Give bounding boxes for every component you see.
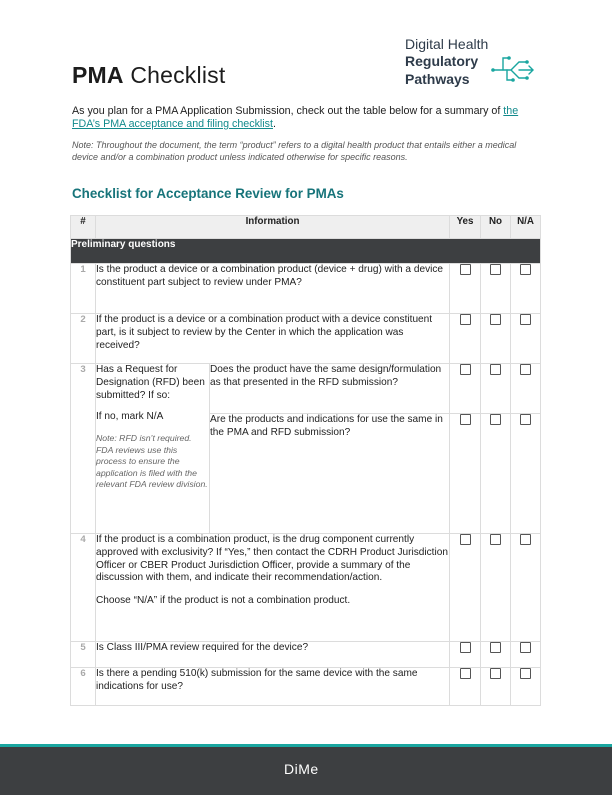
na-checkbox[interactable] [520,314,531,325]
na-cell [511,534,541,642]
yes-checkbox[interactable] [460,534,471,545]
yes-cell [450,642,481,668]
row-number: 5 [71,642,96,668]
na-checkbox[interactable] [520,668,531,679]
yes-checkbox[interactable] [460,264,471,275]
dime-logo [283,760,329,778]
no-checkbox[interactable] [490,364,501,375]
no-cell [481,668,511,706]
brand-logo [405,36,545,92]
no-cell [481,414,511,534]
row-question: If the product is a combination product, is the drug component currently approved with exclusivity? If “Yes,” then contact the CDRH Product Jurisdiction Officer or CBER Product Jurisdiction Officer, provide a summary of the discussion with them, and indicate their recommendation/action. [96,534,448,584]
na-checkbox[interactable] [520,264,531,275]
header-yes: Yes [450,216,481,239]
section-label: Preliminary questions [71,239,541,264]
footer-bar [0,744,612,795]
no-cell [481,264,511,314]
section-heading: Checklist for Acceptance Review for PMAs [72,186,344,201]
yes-cell [450,534,481,642]
row-number: 1 [71,264,96,314]
sub-question-b: Are the products and indications for use the same in the PMA and RFD submission? [210,414,450,534]
section-row [71,239,541,264]
na-checkbox[interactable] [520,642,531,653]
yes-cell [450,668,481,706]
row-question-cell [96,534,450,642]
no-checkbox[interactable] [490,642,501,653]
yes-checkbox[interactable] [460,642,471,653]
brand-line-3: Pathways [405,71,470,87]
rfd-question: Has a Request for Designation (RFD) been submitted? If so: [96,364,205,401]
na-cell [511,642,541,668]
table-row [71,534,541,642]
yes-cell [450,264,481,314]
page-title [72,62,225,89]
intro-paragraph [72,105,542,131]
na-cell [511,364,541,414]
table-row [71,668,541,706]
no-checkbox[interactable] [490,668,501,679]
yes-checkbox[interactable] [460,314,471,325]
intro-text: As you plan for a PMA Application Submission, check out the table below for a summary of [72,105,504,117]
na-cell [511,414,541,534]
na-checkbox[interactable] [520,534,531,545]
fda-checklist-link[interactable]: the FDA’s PMA acceptance and filing checklist [72,105,519,130]
checklist-table [70,215,541,706]
no-cell [481,364,511,414]
table-row [71,364,541,414]
header-na: N/A [511,216,541,239]
no-checkbox[interactable] [490,414,501,425]
no-checkbox[interactable] [490,264,501,275]
circuit-arrow-icon [489,50,537,86]
title-bold: PMA [72,62,124,88]
row-question: Is there a pending 510(k) submission for the same device with the same indications for use? [96,668,450,706]
sub-question-a: Does the product have the same design/formulation as that presented in the RFD submission? [210,364,450,414]
na-checkbox[interactable] [520,364,531,375]
na-cell [511,668,541,706]
table-header-row [71,216,541,239]
row-question: If the product is a device or a combination product with a device constituent part, is it subject to review by the Center in which the application was received? [96,314,450,364]
product-note: Note: Throughout the document, the term “product” refers to a digital health product that entails either a medical device and/or a combination product unless indicated otherwise for specific reasons. [72,140,517,162]
header-information: Information [96,216,450,239]
row-question: Is Class III/PMA review required for the device? [96,642,450,668]
yes-checkbox[interactable] [460,414,471,425]
rfd-question-cell [96,364,210,534]
header-no: No [481,216,511,239]
rfd-if-no: If no, mark N/A [96,411,164,423]
brand-line-1: Digital Health [405,36,489,52]
yes-cell [450,314,481,364]
yes-checkbox[interactable] [460,364,471,375]
no-cell [481,314,511,364]
na-checkbox[interactable] [520,414,531,425]
table-row [71,314,541,364]
intro-text-end: . [272,118,276,130]
row-question-extra: Choose “N/A” if the product is not a combination product. [96,595,351,607]
row-number: 3 [71,364,96,534]
brand-line-2: Regulatory [405,53,479,69]
row-question: Is the product a device or a combination product (device + drug) with a device constituent part subject to review under PMA? [96,264,450,314]
na-cell [511,264,541,314]
row-number: 6 [71,668,96,706]
row-number: 4 [71,534,96,642]
na-cell [511,314,541,364]
yes-checkbox[interactable] [460,668,471,679]
rfd-note: Note: RFD isn’t required. FDA reviews use this process to ensure the application is filed with the relevant FDA review division. [96,433,208,490]
title-rest: Checklist [130,62,226,88]
dime-logo-text: DiMe [284,761,319,777]
no-checkbox[interactable] [490,314,501,325]
no-cell [481,534,511,642]
table-row [71,642,541,668]
yes-cell [450,364,481,414]
no-cell [481,642,511,668]
no-checkbox[interactable] [490,534,501,545]
table-row [71,264,541,314]
yes-cell [450,414,481,534]
header-num: # [71,216,96,239]
row-number: 2 [71,314,96,364]
